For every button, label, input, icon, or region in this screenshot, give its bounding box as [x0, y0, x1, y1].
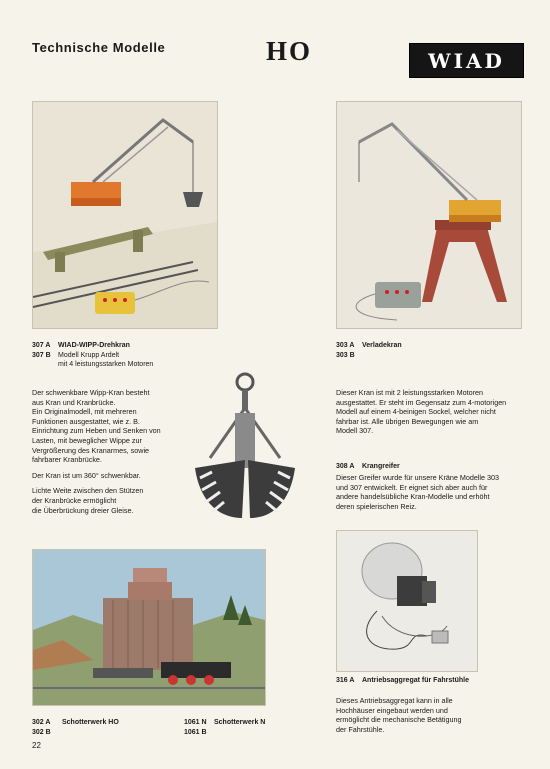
desc-line: Modell auf einem 4-beinigen Sockel, welcher nicht [336, 407, 496, 417]
desc-line: Einrichtung zum Heben und Senken von [32, 426, 161, 436]
item-code: 303 B [336, 351, 355, 359]
desc-line: fahrbarer Kranbrücke. [32, 455, 102, 465]
photo-drive-unit [336, 530, 478, 672]
section-title: Technische Modelle [32, 40, 166, 55]
desc-line: Dieser Greifer wurde für unsere Kräne Modelle 303 [336, 473, 499, 482]
description-308 [336, 473, 526, 511]
desc-line: und 307 entwickelt. Er eignet sich aber auch für [336, 482, 488, 492]
desc-line: Dieser Kran ist mit 2 leistungsstarken Motoren [336, 388, 484, 397]
desc-line: aus Kran und Kranbrücke. [32, 397, 116, 407]
item-name: Schotterwerk N [214, 719, 266, 726]
photo-gravel-works [32, 549, 266, 706]
description-316 [336, 696, 526, 734]
page-number: 22 [32, 741, 41, 750]
item-model: Modell Krupp Ardelt [58, 351, 120, 359]
item-name: WIAD-WIPP-Drehkran [58, 342, 130, 349]
item-code: 307 A [32, 342, 51, 349]
desc-line: Lasten, mit beweglicher Wippe zur [32, 435, 142, 445]
caption-316 [336, 676, 536, 686]
desc-line: Ein Originalmodell, mit mehreren [32, 407, 137, 417]
caption-308 [336, 462, 536, 472]
desc-line: Vergrößerung des Kranarmes, sowie [32, 445, 150, 455]
desc-line: deren spielerischen Reiz. [336, 501, 417, 511]
desc-line: der Kranbrücke ermöglicht [32, 495, 117, 505]
desc-line: Lichte Weite zwischen den Stützen [32, 486, 144, 496]
item-code: 316 A [336, 677, 355, 684]
desc-line: ausgestattet. Er steht im Gegensatz zum 4-motorigen [336, 397, 507, 407]
item-code: 302 A [32, 719, 51, 726]
desc-line: Modell 307. [336, 426, 374, 436]
desc-line: Hochhäuser eingebaut werden und [336, 705, 448, 715]
photo-crane-303 [336, 101, 522, 329]
description-307 [32, 388, 207, 515]
desc-line: Der schwenkbare Wipp-Kran besteht [32, 388, 150, 397]
item-code: 302 B [32, 728, 51, 736]
item-name: Schotterwerk HO [62, 719, 119, 726]
desc-line: Funktionen ausgestattet, wie z. B. [32, 416, 140, 426]
item-code: 308 A [336, 463, 355, 470]
swing-note: Der Kran ist um 360° schwenkbar. [32, 470, 141, 480]
scale-heading: HO [266, 36, 313, 66]
desc-line: die Überbrückung dreier Gleise. [32, 505, 134, 515]
desc-line: der Fahrstühle. [336, 724, 385, 734]
item-code: 1061 N [184, 719, 207, 726]
item-code: 303 A [336, 342, 355, 349]
wiad-logo: WIAD [409, 43, 524, 78]
item-code: 1061 B [184, 728, 207, 736]
caption-303 [336, 341, 536, 360]
caption-307 [32, 341, 232, 370]
desc-line: Dieses Antriebsaggregat kann in alle [336, 696, 453, 705]
photo-grab-308 [190, 368, 300, 528]
item-name: Verladekran [362, 342, 402, 349]
photo-crane-307 [32, 101, 218, 329]
caption-302 [32, 718, 172, 737]
desc-line: fahrbar ist. Alle übrigen Bewegungen wie am [336, 416, 479, 426]
desc-line: ermöglicht die mechanische Betätigung [336, 715, 462, 725]
item-name: Krangreifer [362, 463, 400, 470]
item-name: Antriebsaggregat für Fahrstühle [362, 677, 469, 684]
description-303 [336, 388, 526, 436]
item-motors: mit 4 leistungsstarken Motoren [58, 361, 154, 368]
caption-1061 [184, 718, 324, 737]
item-code: 307 B [32, 351, 51, 359]
desc-line: andere handelsübliche Kran-Modelle und erhöht [336, 492, 490, 502]
